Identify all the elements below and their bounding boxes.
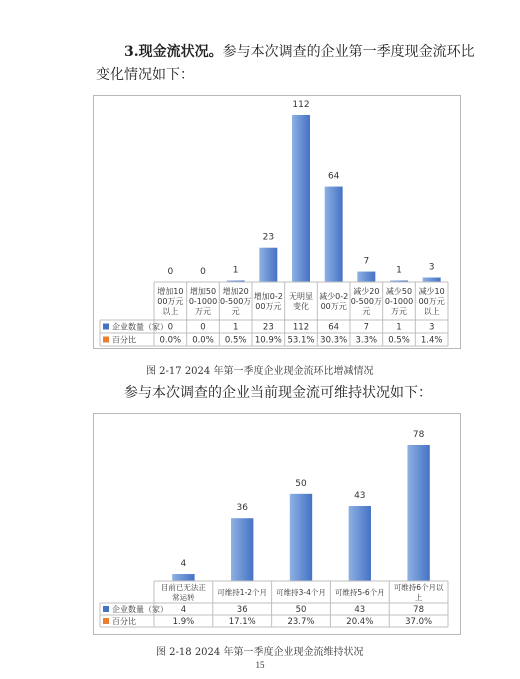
category-label: 减少0-2	[319, 292, 349, 301]
figure-caption-2-17: 图 2-17 2024 年第一季度企业现金流环比增减情况	[146, 366, 374, 377]
category-label: 0-1000	[188, 297, 218, 306]
bar-value-label: 0	[200, 267, 206, 277]
category-label: 常运转	[172, 593, 195, 602]
category-label: 万元	[391, 307, 407, 316]
legend-label-percent: 百分比	[112, 617, 136, 626]
category-label: 0-1000	[384, 297, 414, 306]
chart-cashflow-change-svg	[94, 96, 460, 348]
chart-cashflow-change	[93, 95, 461, 349]
table-cell-percent: 17.1%	[228, 617, 256, 627]
bar-value-label: 50	[295, 478, 307, 489]
bar-value-label: 7	[363, 256, 370, 267]
category-label: 万元	[195, 307, 211, 316]
bar-value-label: 78	[412, 430, 425, 440]
paragraph-cashflow-intro	[96, 41, 476, 87]
legend-swatch-percent	[103, 618, 109, 624]
figure-caption-2-18: 图 2-18 2024 年第一季度企业现金流维持状况	[156, 647, 364, 658]
bar	[423, 278, 441, 282]
bar-value-label: 0	[167, 267, 174, 277]
category-label: 可维持3-4个月	[276, 588, 326, 597]
table-cell-count: 1	[232, 322, 239, 333]
section-text: 参与本次调查的企业第一季度现金流环比变化情况如下：	[96, 44, 475, 83]
table-cell-count: 36	[236, 605, 248, 615]
table-cell-percent: 0.5%	[388, 335, 410, 346]
category-label: 以上	[162, 307, 179, 316]
legend-label-percent: 百分比	[112, 335, 136, 345]
bar	[172, 574, 194, 581]
bar-value-label: 4	[180, 559, 187, 570]
chart-cashflow-duration	[93, 413, 461, 635]
category-label: 增加20	[222, 287, 249, 296]
table-cell-percent: 23.7%	[287, 617, 315, 627]
bar	[407, 445, 429, 581]
legend-swatch-count	[103, 324, 109, 330]
category-label: 00万元	[157, 297, 184, 306]
table-cell-percent: 10.9%	[254, 335, 282, 346]
category-label: 以上	[423, 307, 440, 316]
bar-value-label: 23	[262, 232, 275, 243]
table-cell-count: 7	[363, 322, 370, 333]
bar	[259, 248, 277, 282]
bar-value-label: 3	[428, 262, 435, 273]
table-cell-count: 64	[328, 322, 340, 333]
table-cell-percent: 0.0%	[159, 335, 182, 346]
category-label: 增加0-2	[253, 292, 283, 301]
bar	[292, 115, 310, 282]
table-cell-count: 0	[167, 322, 174, 333]
category-label: 变化	[293, 302, 309, 311]
category-label: 减少50	[385, 287, 413, 296]
bar-value-label: 36	[236, 503, 248, 514]
category-label: 减少20	[353, 287, 380, 296]
category-label: 元	[362, 307, 371, 316]
table-cell-percent: 53.1%	[287, 335, 315, 346]
category-label: 可维持1-2个月	[217, 588, 268, 597]
category-label: 增加50	[189, 287, 217, 296]
legend-label-count: 企业数量（家）	[112, 322, 168, 332]
table-cell-percent: 0.5%	[224, 335, 247, 346]
table-cell-percent: 0.0%	[192, 335, 214, 346]
category-label: 目前已无法正	[160, 583, 206, 592]
category-label: 增加10	[157, 287, 184, 296]
table-cell-percent: 20.4%	[346, 617, 374, 627]
bar-value-label: 1	[232, 265, 239, 276]
table-cell-count: 50	[295, 605, 307, 615]
category-label: 元	[231, 307, 240, 316]
bar	[325, 187, 343, 282]
chart-cashflow-duration-svg	[94, 414, 460, 634]
legend-label-count: 企业数量（家）	[112, 605, 168, 614]
bar-value-label: 64	[327, 171, 340, 182]
table-cell-count: 0	[200, 322, 206, 333]
paragraph-cashflow-duration	[96, 382, 476, 405]
legend-swatch-count	[103, 606, 109, 612]
duration-text: 参与本次调查的企业当前现金流可维持状况如下：	[124, 385, 432, 401]
table-cell-count: 4	[180, 605, 187, 615]
legend-swatch-percent	[103, 337, 109, 343]
table-cell-count: 78	[413, 605, 425, 615]
bar	[357, 272, 375, 282]
bar-value-label: 112	[292, 100, 310, 110]
table-cell-count: 23	[262, 322, 274, 333]
category-label: 可维持6个月以	[393, 583, 444, 592]
category-label: 00万元	[255, 302, 282, 311]
table-cell-percent: 1.9%	[172, 617, 195, 627]
category-label: 00万元	[418, 297, 445, 306]
category-label: 上	[414, 593, 423, 602]
bar	[290, 494, 312, 581]
table-cell-percent: 30.3%	[320, 335, 348, 346]
bar-value-label: 1	[396, 265, 402, 276]
bar-value-label: 43	[354, 491, 366, 502]
category-label: 减少10	[418, 287, 445, 296]
bar	[349, 506, 371, 581]
table-cell-percent: 1.4%	[420, 335, 443, 346]
table-cell-count: 3	[428, 322, 435, 333]
category-label: 可维持5-6个月	[334, 588, 385, 597]
table-cell-count: 112	[292, 322, 310, 333]
category-label: 无明显	[289, 292, 313, 301]
section-lead: 3.现金流状况。	[124, 44, 223, 60]
page-number: 15	[255, 660, 265, 670]
table-cell-count: 1	[396, 322, 402, 333]
table-cell-percent: 3.3%	[355, 335, 378, 346]
table-cell-percent: 37.0%	[405, 617, 433, 627]
category-label: 00万元	[320, 302, 347, 311]
category-label: 0-500万	[350, 297, 382, 306]
table-cell-count: 43	[354, 605, 366, 615]
category-label: 0-500万	[220, 297, 252, 306]
bar	[231, 518, 253, 581]
